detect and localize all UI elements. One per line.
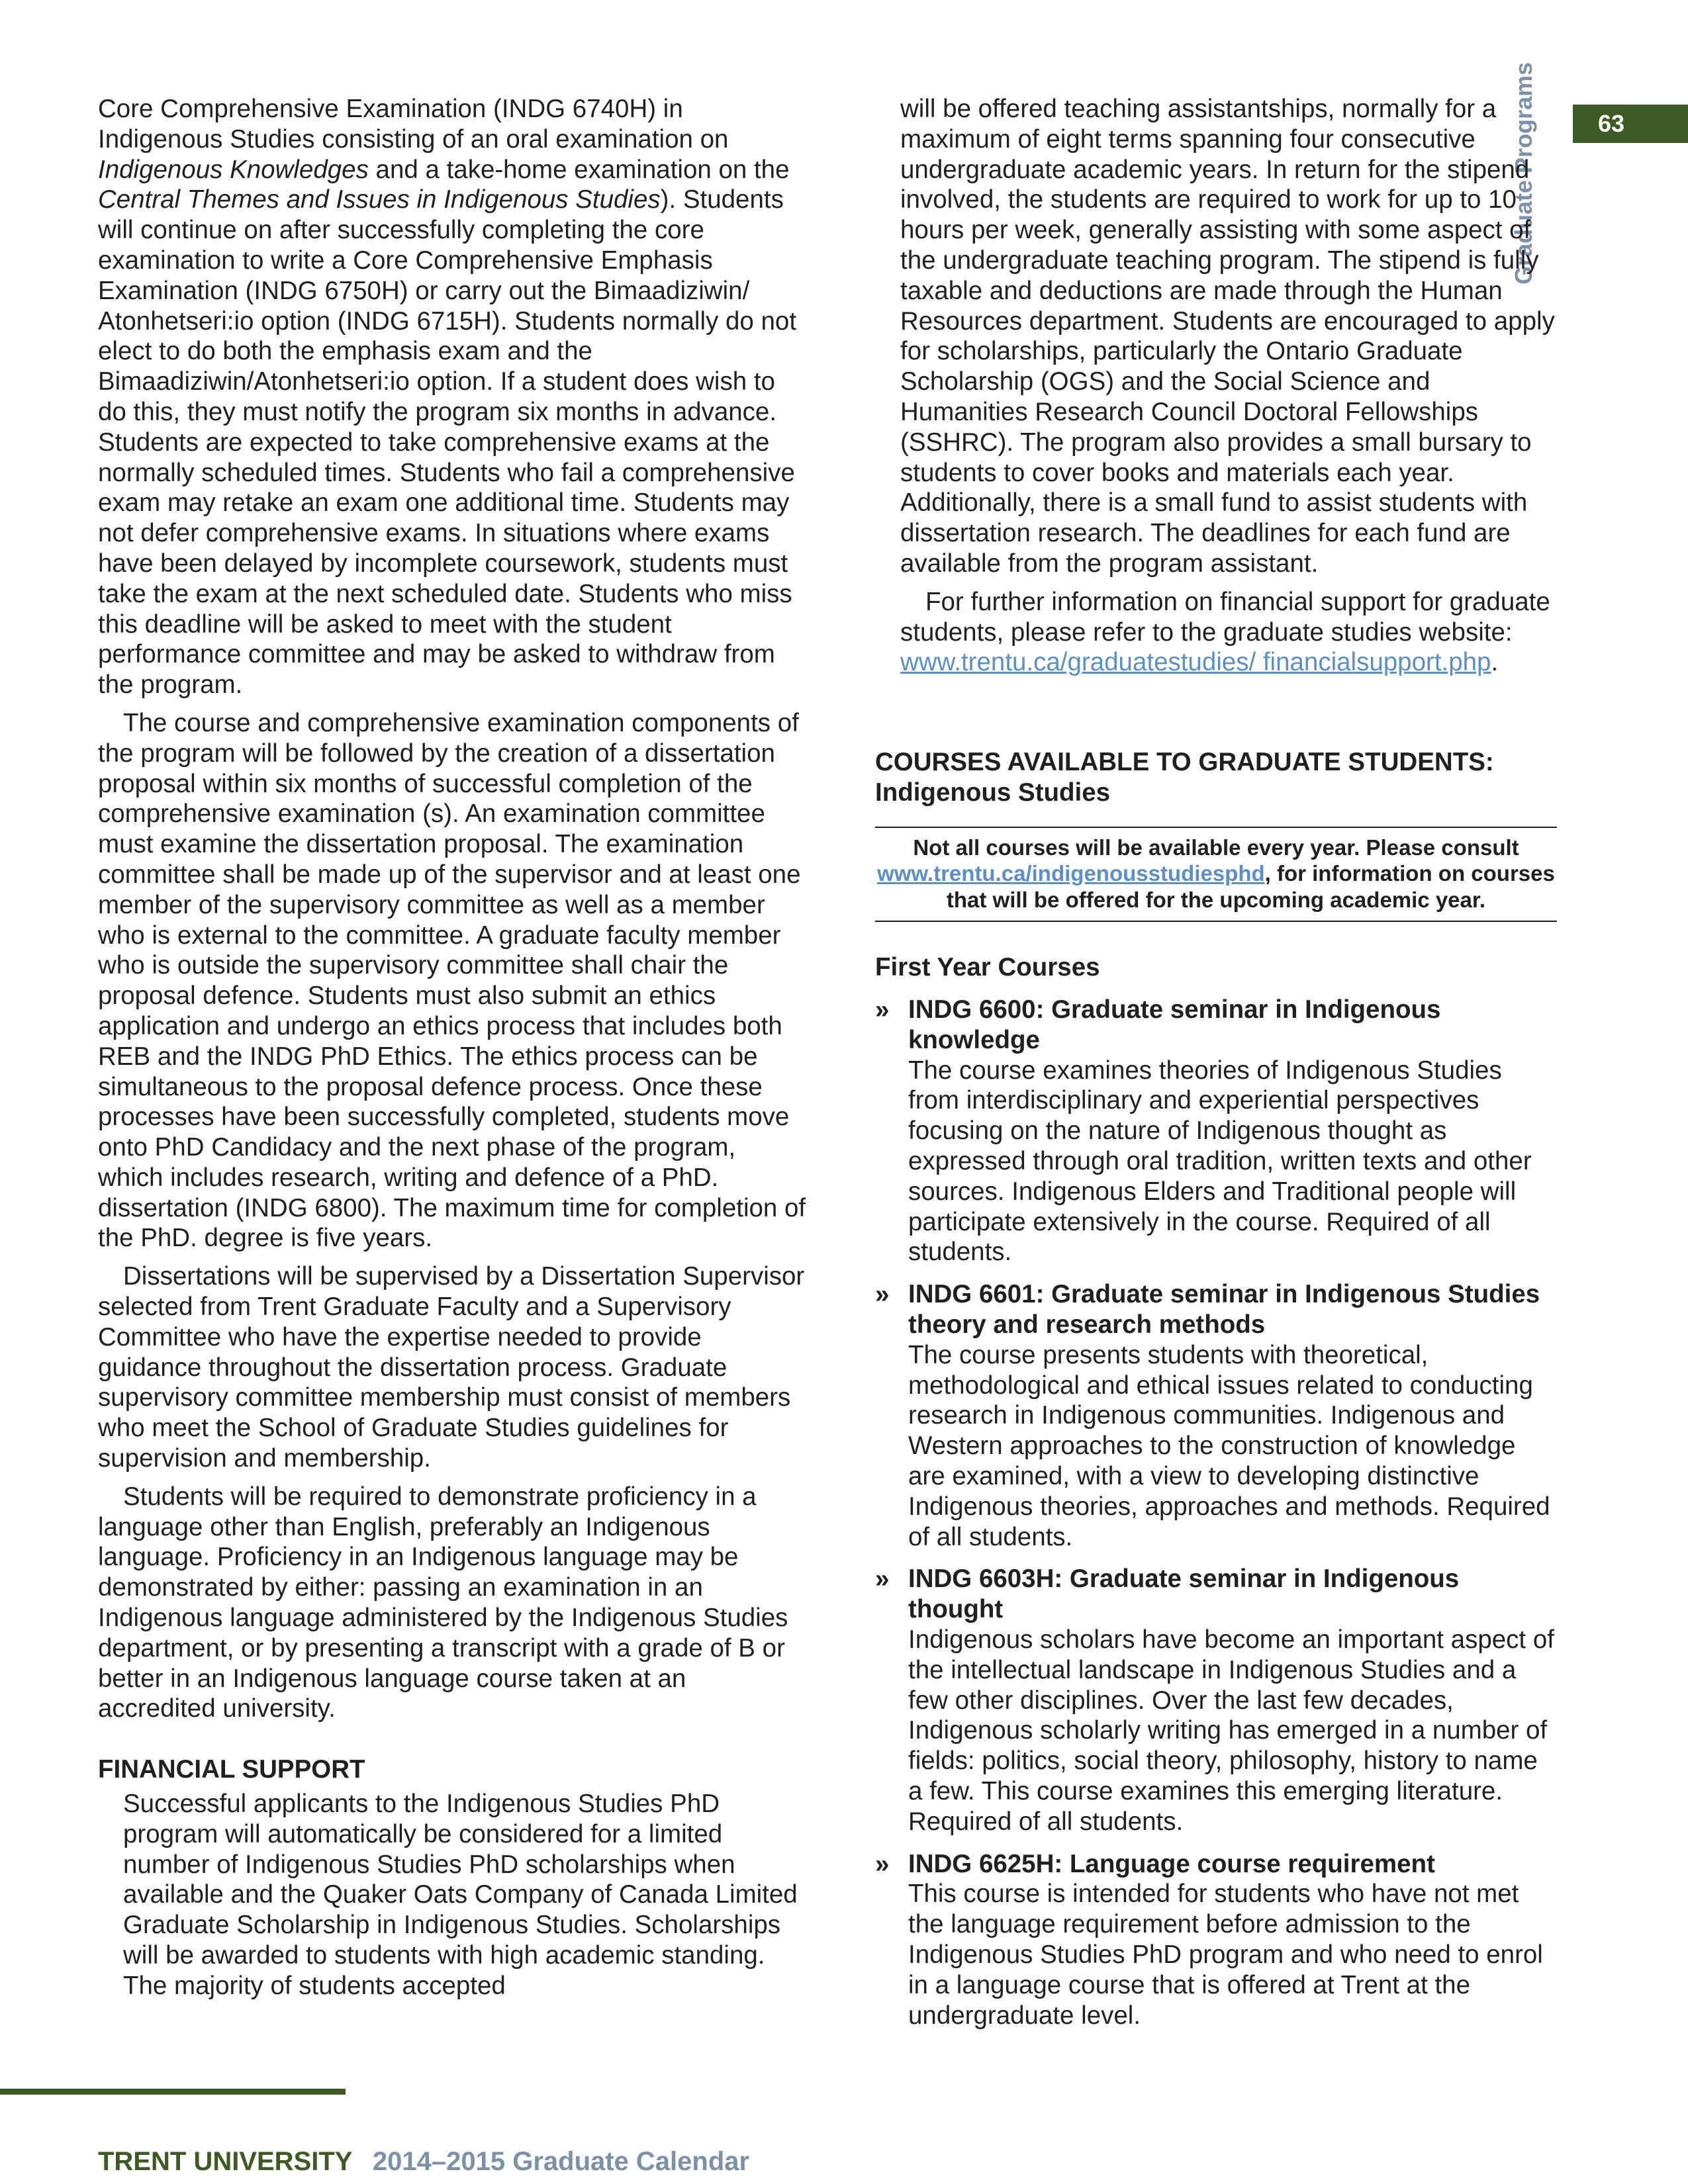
course-item	[875, 1564, 1557, 1837]
section-side-label: Graduate Programs	[1509, 62, 1537, 285]
course-item	[875, 1279, 1557, 1552]
bullet-glyph: »	[875, 1849, 890, 1878]
page-number: 63	[1598, 110, 1625, 137]
left-column	[98, 94, 806, 2001]
footer-university: TRENT UNIVERSITY	[98, 2147, 352, 2176]
course-description: The course examines theories of Indigenous Studies from interdisciplinary and experiential perspectives focusing on the nature of Indigenous thought as expressed through oral tradition, written texts and other sources. Indigenous Elders and Traditional people will participate extensively in the course. Required of all students.	[908, 1056, 1532, 1267]
course-description: The course presents students with theoretical, methodological and ethical issues related to conducting research in Indigenous communities. Indigenous and Western approaches to the construction of knowledge are examined, with a view to developing distinctive Indigenous theories, approaches and methods. Required of all students.	[908, 1340, 1550, 1551]
paragraph-further-information	[875, 587, 1557, 678]
course-description: This course is intended for students who have not met the language requirement before admission to the Indigenous Studies PhD program and who need to enrol in a language course that is offered at Trent at the undergraduate level.	[908, 1880, 1543, 2030]
footer	[98, 2147, 749, 2177]
paragraph-teaching-assistantships: will be offered teaching assistantships, normally for a maximum of eight terms spanning four consecutive undergraduate academic years. In return for the stipend involved, the students are required to work for up to 10 hours per week, generally assisting with some aspect of the undergraduate teaching program. The stipend is fully taxable and deductions are made through the Human Resources department. Students are encouraged to apply for scholarships, particularly the Ontario Graduate Scholarship (OGS) and the Social Science and Humanities Research Council Doctoral Fellowships (SSHRC). The program also provides a small bursary to students to cover books and materials each year. Additionally, there is a small fund to assist students with dissertation research. The deadlines for each fund are available from the program assistant.	[900, 95, 1555, 578]
course-title: INDG 6625H: Language course requirement	[908, 1849, 1435, 1878]
first-year-courses-heading: First Year Courses	[875, 953, 1100, 982]
indigenous-studies-phd-link[interactable]: www.trentu.ca/indigenousstudiesphd	[877, 861, 1265, 886]
course-title: INDG 6600: Graduate seminar in Indigenous knowledge	[908, 995, 1441, 1054]
paragraph-comprehensive-exams	[98, 94, 806, 700]
courses-heading-line1: COURSES AVAILABLE TO GRADUATE STUDENTS:	[875, 748, 1494, 777]
paragraph-language-proficiency: Students will be required to demonstrate proficiency in a language other than English, preferably an Indigenous language. Proficiency in an Indigenous language may be demonstrated by either: passing an examination in an Indigenous language administered by the Indigenous Studies department, or by presenting a transcript with a grade of B or better in an Indigenous language course taken at an accredited university.	[98, 1482, 788, 1723]
text-run: , for information on courses that will be offered for the upcoming academic year.	[946, 861, 1555, 912]
course-description: Indigenous scholars have become an important aspect of the intellectual landscape in Indigenous Studies and a few other disciplines. Over the last few decades, Indigenous scholarly writing has emerged in a number of fields: politics, social theory, philosophy, history to name a few. This course examines this emerging literature. Required of all students.	[908, 1625, 1554, 1836]
financial-support-link[interactable]: www.trentu.ca/graduatestudies/ financialsupport.php	[900, 648, 1491, 677]
courses-heading	[875, 747, 1557, 808]
courses-heading-line2: Indigenous Studies	[875, 778, 1111, 807]
text-run: and a take-home examination on the	[368, 155, 790, 184]
course-title: INDG 6601: Graduate seminar in Indigenous Studies theory and research methods	[908, 1280, 1540, 1339]
text-run: ). Students will continue on after successfully completing the core examination to write a Core Comprehensive Emphasis Examination (INDG 6750H) or carry out the Bimaadiziwin/ Atonhetseri:io option (INDG 6715H). Students normally do not elect to do both the emphasis exam and the Bimaadiziwin/Atonhetseri:io option. If a student does wish to do this, they must notify the program six months in advance. Students are expected to take comprehensive exams at the normally scheduled times. Students who fail a comprehensive exam may retake an exam one additional time. Students may not defer comprehensive exams. In situations where exams have been delayed by incomplete coursework, students must take the exam at the next scheduled date. Students who miss this deadline will be asked to meet with the student performance committee and may be asked to withdraw from the program.	[98, 185, 797, 700]
text-run: For further information on financial support for graduate students, please refer to the graduate studies website:	[900, 587, 1550, 647]
course-item	[875, 995, 1557, 1267]
emphasis-central-themes: Central Themes and Issues in Indigenous Studies	[98, 185, 661, 214]
paragraph-dissertation-proposal: The course and comprehensive examination components of the program will be followed by the creation of a dissertation proposal within six months of successful completion of the comprehensive examination (s). An examination committee must examine the dissertation proposal. The examination committee shall be made up of the supervisor and at least one member of the supervisory committee as well as a member who is external to the committee. A graduate faculty member who is outside the supervisory committee shall chair the proposal defence. Students must also submit an ethics application and undergo an ethics process that includes both REB and the INDG PhD Ethics. The ethics process can be simultaneous to the proposal defence process. Once these processes have been successfully completed, students move onto PhD Candidacy and the next phase of the program, which includes research, writing and defence of a PhD. dissertation (INDG 6800). The maximum time for completion of the PhD. degree is five years.	[98, 708, 806, 1253]
text-run: .	[1491, 648, 1499, 677]
bullet-glyph: »	[875, 1280, 890, 1309]
emphasis-indigenous-knowledges: Indigenous Knowledges	[98, 155, 369, 184]
bullet-glyph: »	[875, 995, 890, 1024]
text-run: Not all courses will be available every year. Please consult	[913, 835, 1519, 860]
financial-support-heading: FINANCIAL SUPPORT	[98, 1755, 365, 1784]
footer-calendar: 2014–2015 Graduate Calendar	[372, 2147, 750, 2176]
paragraph-dissertation-supervision: Dissertations will be supervised by a Dissertation Supervisor selected from Trent Graduate Faculty and a Supervisory Committee who have the expertise needed to provide guidance throughout the dissertation process. Graduate supervisory committee membership must consist of members who meet the School of Graduate Studies guidelines for supervision and membership.	[98, 1262, 805, 1473]
footer-rule	[0, 2089, 346, 2095]
course-item	[875, 1849, 1557, 2031]
bullet-glyph: »	[875, 1565, 890, 1594]
course-title: INDG 6603H: Graduate seminar in Indigenous thought	[908, 1565, 1460, 1624]
availability-notice	[875, 827, 1557, 923]
right-column	[875, 94, 1557, 2030]
text-run: Core Comprehensive Examination (INDG 6740H) in Indigenous Studies consisting of an oral examination on	[98, 95, 729, 154]
page-number-tab	[1573, 105, 1688, 143]
paragraph-scholarships: Successful applicants to the Indigenous Studies PhD program will automatically be considered for a limited number of Indigenous Studies PhD scholarships when available and the Quaker Oats Company of Canada Limited Graduate Scholarship in Indigenous Studies. Scholarships will be awarded to students with high academic standing. The majority of students accepted	[123, 1790, 798, 2000]
